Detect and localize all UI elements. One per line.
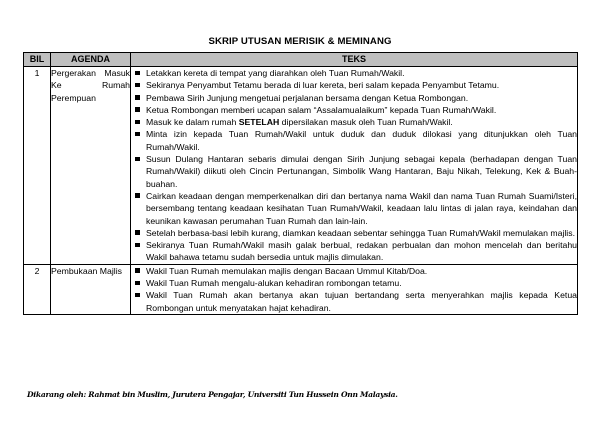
item-text: dipersilakan masuk oleh Tuan Rumah/Wakil. — [279, 117, 453, 128]
author-credit: Dikarang oleh: Rahmat bin Muslim, Jurutera Pengajar, Universiti Tun Hussein Onn Malaysia. — [27, 390, 398, 399]
teks-cell — [131, 264, 578, 314]
header-teks: TEKS — [131, 53, 578, 67]
table-row — [24, 264, 578, 314]
header-bil: BIL — [24, 53, 51, 67]
list-item: Ketua Rombongan memberi ucapan salam “Assalamualaikum” kepada Tuan Rumah/Wakil. — [131, 104, 577, 116]
agenda-text: Pembukaan Majlis — [51, 265, 122, 276]
row-number: 2 — [24, 264, 51, 314]
agenda-cell — [51, 264, 131, 314]
row-number: 1 — [24, 67, 51, 265]
list-item: Setelah berbasa-basi lebih kurang, diamkan keadaan sebentar sehingga Tuan Rumah/Wakil memulakan majlis. — [131, 227, 577, 239]
list-item — [131, 116, 577, 128]
list-item: Wakil Tuan Rumah memulakan majlis dengan Bacaan Ummul Kitab/Doa. — [131, 265, 577, 277]
bullet-list — [131, 265, 577, 314]
agenda-text: Pergerakan Masuk Ke Rumah Perempuan — [51, 68, 130, 103]
list-item: Wakil Tuan Rumah mengalu-alukan kehadiran rombongan tetamu. — [131, 277, 577, 289]
list-item: Letakkan kereta di tempat yang diarahkan oleh Tuan Rumah/Wakil. — [131, 67, 577, 79]
list-item: Sekiranya Tuan Rumah/Wakil masih galak berbual, redakan perbualan dan mohon mencelah dan beritahu Wakil bahawa tetamu sudah bersedia untuk majlis dimulakan. — [131, 239, 577, 264]
table-header-row — [24, 53, 578, 67]
item-text: Masuk ke dalam rumah — [146, 117, 239, 128]
agenda-cell — [51, 67, 131, 265]
document-title: SKRIP UTUSAN MERISIK & MEMINANG — [208, 36, 392, 47]
list-item: Sekiranya Penyambut Tetamu berada di luar kereta, beri salam kepada Penyambut Tetamu. — [131, 79, 577, 91]
teks-cell — [131, 67, 578, 265]
emphasis-text: SETELAH — [238, 117, 280, 128]
list-item: Pembawa Sirih Junjung mengetuai perjalanan bersama dengan Ketua Rombongan. — [131, 92, 577, 104]
list-item: Wakil Tuan Rumah akan bertanya akan tujuan bertandang serta menyerahkan majlis kepada Ketua Rombongan untuk menyatakan hajat kehadiran. — [131, 289, 577, 314]
table-row — [24, 67, 578, 265]
list-item: Cairkan keadaan dengan memperkenalkan diri dan bertanya nama Wakil dan nama Tuan Rumah Suami/Isteri, bersembang tentang keadaan kesihatan Tuan Rumah/Wakil, keadaan lalu lintas di jalan raya, keindahan dan keunikan kawasan perumahan Tuan Rumah dan lain-lain. — [131, 190, 577, 227]
script-table — [23, 52, 578, 315]
list-item: Susun Dulang Hantaran sebaris dimulai dengan Sirih Junjung sebagai kepala (berhadapan dengan Tuan Rumah/Wakil) diikuti oleh Cincin Pertunangan, Simbolik Wang Hantaran, Baju Nikah, Telekung, Kek & Buah-buahan. — [131, 153, 577, 190]
header-agenda: AGENDA — [51, 53, 131, 67]
list-item: Minta izin kepada Tuan Rumah/Wakil untuk duduk dan duduk dilokasi yang ditunjukkan oleh Tuan Rumah/Wakil. — [131, 128, 577, 153]
bullet-list — [131, 67, 577, 264]
